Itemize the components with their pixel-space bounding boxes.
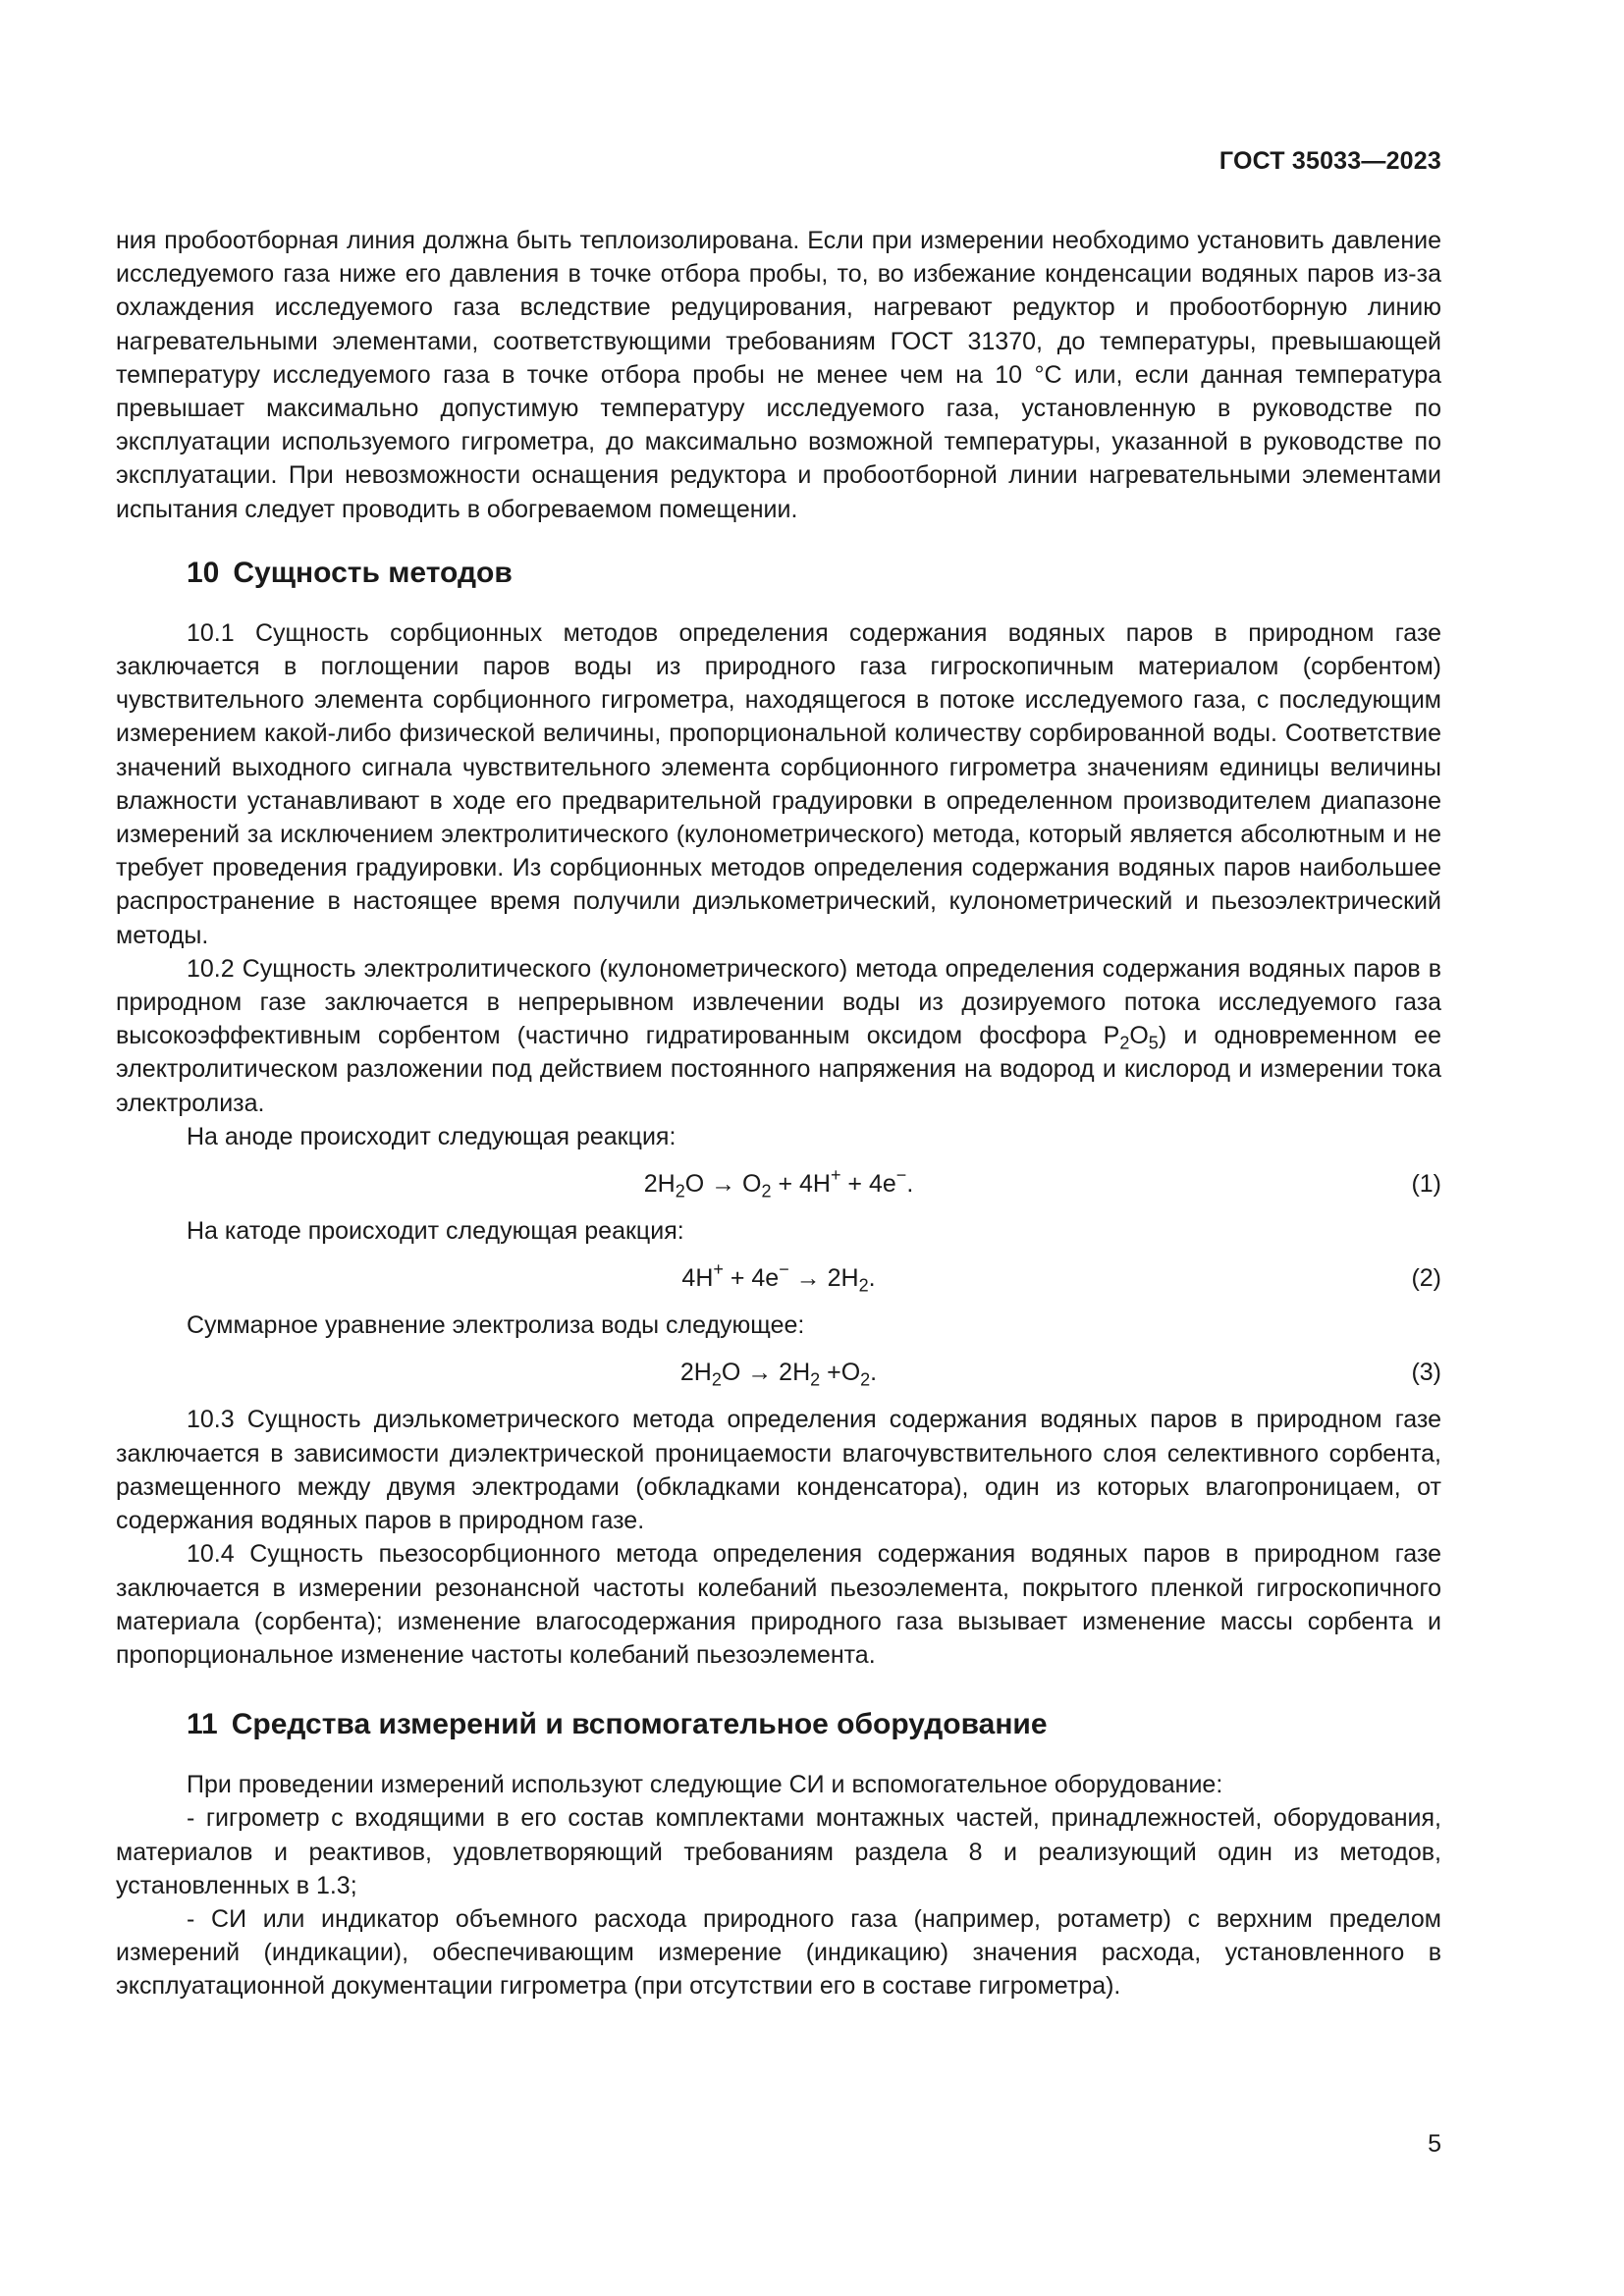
paragraph-10-2 [116, 952, 1441, 1120]
equation-1 [116, 1159, 1441, 1208]
paragraph-10-3: 10.3 Сущность диэлькометрического метода определения содержания водяных паров в природном газе заключается в зависимости диэлектрической проницаемости влагочувствительного слоя селективного сорбента, размещенного между двумя электродами (обкладками конденсатора), один из которых влагопроницаем, от содержания водяных паров в природном газе. [116, 1406, 1441, 1535]
equation-1-formula: $2H_2O \to O_2 + 4H^+ + 4e^-$. [643, 1165, 914, 1201]
anode-reaction-intro: На аноде происходит следующая реакция: [187, 1122, 677, 1150]
page-number: 5 [1428, 2130, 1441, 2158]
standard-designation: ГОСТ 35033—2023 [1218, 147, 1441, 175]
equation-2-number: (2) [1411, 1264, 1441, 1293]
section-11-intro: При проведении измерений используют следующие СИ и вспомогательное оборудование: [187, 1771, 1223, 1799]
list-item: - гигрометр с входящими в его состав комплектами монтажных частей, принадлежностей, оборудования, материалов и реактивов, удовлетворяющий требованиям раздела 8 и реализующий один из методов, установленных в 1.3; [116, 1804, 1441, 1899]
equation-2 [116, 1254, 1441, 1303]
paragraph-10-2-text-b: O [1129, 1022, 1149, 1050]
paragraph-10-2-text-a: 10.2 Сущность электролитического (кулонометрического) метода определения содержания водяных паров в природном газе заключается в непрерывном извлечении воды из дозируемого потока исследуемого газа высокоэффективным сорбентом (частично гидратированным оксидом фосфора P [116, 954, 1441, 1050]
paragraph-10-2-text-c: ) и одновременном ее электролитическом разложении под действием постоянного напряжения на водород и кислород и измерении тока электролиза. [116, 1022, 1441, 1117]
equation-2-formula: $4H^+ + 4e^- \to 2H_2$. [681, 1259, 876, 1296]
equation-3 [116, 1348, 1441, 1397]
p2o5-sub-2: 2 [1119, 1033, 1130, 1053]
list-item: - СИ или индикатор объемного расхода природного газа (например, ротаметр) с верхним пределом измерений (индикации), обеспечивающим измерение (индикацию) значения расхода, установленного в эксплуатационной документации гигрометра (при отсутствии его в составе гигрометра). [116, 1904, 1441, 2001]
p2o5-sub-5: 5 [1148, 1033, 1159, 1053]
equation-3-formula: $2H_2O \to 2H_2 +O_2$. [679, 1359, 878, 1390]
equation-3-number: (3) [1411, 1359, 1441, 1387]
section-10-heading [187, 554, 1441, 593]
cathode-reaction-intro: На катоде происходит следующая реакция: [187, 1217, 684, 1246]
summary-equation-intro: Суммарное уравнение электролиза воды следующее: [187, 1311, 805, 1340]
page-content [116, 224, 1441, 2003]
section-11-heading [187, 1705, 1441, 1744]
section-10-title: Сущность методов [233, 556, 513, 589]
section-11-title: Средства измерений и вспомогательное оборудование [231, 1708, 1048, 1741]
paragraph-10-4: 10.4 Сущность пьезосорбционного метода определения содержания водяных паров в природном газе заключается в измерении резонансной частоты колебаний пьезоэлемента, покрытого пленкой гигроскопичного материала (сорбента); изменение влагосодержания природного газа вызывает изменение массы сорбента и пропорциональное изменение частоты колебаний пьезоэлемента. [116, 1540, 1441, 1669]
equation-1-number: (1) [1411, 1170, 1441, 1199]
paragraph-10-1: 10.1 Сущность сорбционных методов определения содержания водяных паров в природном газе заключается в поглощении паров воды из природного газа гигроскопичным материалом (сорбентом) чувствительного элемента сорбционного гигрометра, находящегося в потоке исследуемого газа, с последующим измерением какой-либо физической величины, пропорциональной количеству сорбированной воды. Соответствие значений выходного сигнала чувствительного элемента сорбционного гигрометра значениям единицы величины влажности устанавливают в ходе его предварительной градуировки в определенном производителем диапазоне измерений за исключением электролитического (кулонометрического) метода, который является абсолютным и не требует проведения градуировки. Из сорбционных методов определения содержания водяных паров наибольшее распространение в настоящее время получили диэлькометрический, кулонометрический и пьезоэлектрический методы. [116, 618, 1441, 949]
section-11-number: 11 [187, 1708, 218, 1741]
section-10-number: 10 [187, 556, 220, 589]
continuation-paragraph: ния пробоотборная линия должна быть теплоизолирована. Если при измерении необходимо установить давление исследуемого газа ниже его давления в точке отбора пробы, то, во избежание конденсации водяных паров из-за охлаждения исследуемого газа вследствие редуцирования, нагревают редуктор и пробоотборную линию нагревательными элементами, соответствующими требованиям ГОСТ 31370, до температуры, превышающей температуру исследуемого газа в точке отбора пробы не менее чем на 10 °С или, если данная температура превышает максимально допустимую температуру исследуемого газа, установленную в руководстве по эксплуатации используемого гигрометра, до максимально возможной температуры, указанной в руководстве по эксплуатации. При невозможности оснащения редуктора и пробоотборной линии нагревательными элементами испытания следует проводить в обогреваемом помещении. [116, 227, 1441, 523]
